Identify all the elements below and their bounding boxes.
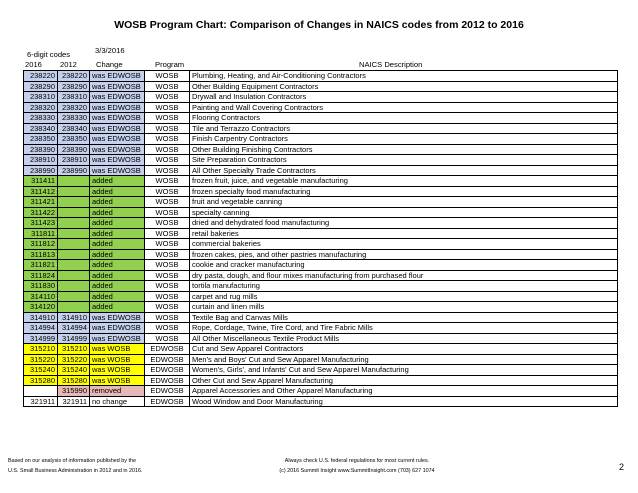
- code-2016-cell: 315280: [24, 375, 58, 386]
- table-row: [24, 92, 618, 103]
- page-number: 2: [618, 462, 624, 472]
- table-row: [24, 260, 618, 271]
- change-cell: added: [90, 239, 145, 250]
- change-cell: was WOSB: [90, 365, 145, 376]
- code-2016-cell: 238910: [24, 155, 58, 166]
- description-cell: All Other Miscellaneous Textile Product Mills: [190, 333, 618, 344]
- change-cell: was EDWOSB: [90, 134, 145, 145]
- program-cell: WOSB: [145, 123, 190, 134]
- change-cell: was WOSB: [90, 354, 145, 365]
- code-2012-cell: 238340: [58, 123, 90, 134]
- code-2012-cell: 315990: [58, 386, 90, 397]
- code-2012-cell: [58, 249, 90, 260]
- description-cell: retail bakeries: [190, 228, 618, 239]
- table-row: [24, 113, 618, 124]
- change-cell: was EDWOSB: [90, 165, 145, 176]
- change-cell: added: [90, 176, 145, 187]
- description-cell: Plumbing, Heating, and Air-Conditioning Contractors: [190, 71, 618, 82]
- description-cell: frozen specialty food manufacturing: [190, 186, 618, 197]
- naics-sheet: [23, 43, 618, 407]
- code-2012-cell: 238990: [58, 165, 90, 176]
- change-cell: added: [90, 197, 145, 208]
- code-2012-cell: 315280: [58, 375, 90, 386]
- table-row: [24, 218, 618, 229]
- code-2016-cell: 238310: [24, 92, 58, 103]
- table-row: [24, 134, 618, 145]
- code-2016-cell: 311422: [24, 207, 58, 218]
- code-2012-cell: [58, 239, 90, 250]
- table-row: [24, 344, 618, 355]
- code-2016-cell: 315210: [24, 344, 58, 355]
- code-2016-cell: 311821: [24, 260, 58, 271]
- description-cell: curtain and linen mills: [190, 302, 618, 313]
- program-cell: WOSB: [145, 176, 190, 187]
- code-2012-cell: 238220: [58, 71, 90, 82]
- description-cell: cookie and cracker manufacturing: [190, 260, 618, 271]
- code-2012-cell: 238350: [58, 134, 90, 145]
- footer-left-line1: Based on our analysis of information published by the: [8, 458, 136, 464]
- footer-left-line2: U.S. Small Business Administration in 2012 and in 2016.: [8, 468, 143, 474]
- description-cell: dry pasta, dough, and flour mixes manufacturing from purchased flour: [190, 270, 618, 281]
- code-2016-cell: 314999: [24, 333, 58, 344]
- code-2012-cell: [58, 176, 90, 187]
- col-change-header: Change: [96, 60, 123, 69]
- program-cell: WOSB: [145, 71, 190, 82]
- change-cell: was EDWOSB: [90, 312, 145, 323]
- description-cell: frozen fruit, juice, and vegetable manufacturing: [190, 176, 618, 187]
- program-cell: WOSB: [145, 249, 190, 260]
- change-cell: was EDWOSB: [90, 92, 145, 103]
- code-2012-cell: 238330: [58, 113, 90, 124]
- code-2012-cell: [58, 260, 90, 271]
- description-cell: Rope, Cordage, Twine, Tire Cord, and Tire Fabric Mills: [190, 323, 618, 334]
- code-2016-cell: 311423: [24, 218, 58, 229]
- footer-right: [232, 456, 482, 476]
- description-cell: Finish Carpentry Contractors: [190, 134, 618, 145]
- code-2012-cell: 238310: [58, 92, 90, 103]
- program-cell: WOSB: [145, 197, 190, 208]
- code-2016-cell: 238320: [24, 102, 58, 113]
- footer-right-line1: Always check U.S. federal regulations for most current rules.: [284, 458, 430, 464]
- change-cell: added: [90, 218, 145, 229]
- code-2012-cell: 238910: [58, 155, 90, 166]
- code-2012-cell: 314994: [58, 323, 90, 334]
- program-cell: WOSB: [145, 92, 190, 103]
- description-cell: carpet and rug mills: [190, 291, 618, 302]
- change-cell: was EDWOSB: [90, 144, 145, 155]
- description-cell: fruit and vegetable canning: [190, 197, 618, 208]
- table-row: [24, 165, 618, 176]
- change-cell: added: [90, 302, 145, 313]
- change-cell: added: [90, 281, 145, 292]
- description-cell: Women's, Girls', and Infants' Cut and Sew Apparel Manufacturing: [190, 365, 618, 376]
- program-cell: WOSB: [145, 144, 190, 155]
- description-cell: Flooring Contractors: [190, 113, 618, 124]
- table-row: [24, 270, 618, 281]
- col-2012-header: 2012: [60, 60, 77, 69]
- table-row: [24, 144, 618, 155]
- program-cell: WOSB: [145, 323, 190, 334]
- program-cell: WOSB: [145, 102, 190, 113]
- description-cell: Other Cut and Sew Apparel Manufacturing: [190, 375, 618, 386]
- program-cell: EDWOSB: [145, 365, 190, 376]
- change-cell: was EDWOSB: [90, 155, 145, 166]
- table-row: [24, 323, 618, 334]
- code-2012-cell: [58, 281, 90, 292]
- change-cell: was WOSB: [90, 375, 145, 386]
- table-row: [24, 207, 618, 218]
- code-2016-cell: 315240: [24, 365, 58, 376]
- description-cell: Site Preparation Contractors: [190, 155, 618, 166]
- code-2016-cell: 321911: [24, 396, 58, 407]
- code-2016-cell: 238390: [24, 144, 58, 155]
- footer-right-line2: (c) 2016 Summit Insight www.SummitInsight.com (703) 627 1074: [279, 468, 435, 474]
- code-2012-cell: [58, 270, 90, 281]
- program-cell: EDWOSB: [145, 375, 190, 386]
- table-row: [24, 176, 618, 187]
- code-2012-cell: [58, 218, 90, 229]
- description-cell: dried and dehydrated food manufacturing: [190, 218, 618, 229]
- table-row: [24, 102, 618, 113]
- program-cell: WOSB: [145, 270, 190, 281]
- code-2012-cell: 238290: [58, 81, 90, 92]
- change-cell: was EDWOSB: [90, 102, 145, 113]
- change-cell: removed: [90, 386, 145, 397]
- naics-table: [23, 70, 618, 407]
- description-cell: commercial bakeries: [190, 239, 618, 250]
- table-row: [24, 239, 618, 250]
- table-row: [24, 71, 618, 82]
- table-row: [24, 123, 618, 134]
- code-2012-cell: [58, 186, 90, 197]
- code-2012-cell: 314999: [58, 333, 90, 344]
- program-cell: EDWOSB: [145, 396, 190, 407]
- codes-label: 6-digit codes: [27, 50, 71, 59]
- description-cell: All Other Specialty Trade Contractors: [190, 165, 618, 176]
- code-2016-cell: 311412: [24, 186, 58, 197]
- program-cell: WOSB: [145, 239, 190, 250]
- change-cell: added: [90, 260, 145, 271]
- date-label: 3/3/2016: [95, 46, 125, 55]
- change-cell: was EDWOSB: [90, 113, 145, 124]
- program-cell: WOSB: [145, 228, 190, 239]
- description-cell: Tile and Terrazzo Contractors: [190, 123, 618, 134]
- table-row: [24, 386, 618, 397]
- code-2012-cell: [58, 291, 90, 302]
- code-2012-cell: 238320: [58, 102, 90, 113]
- table-row: [24, 333, 618, 344]
- table-row: [24, 302, 618, 313]
- description-cell: Wood Window and Door Manufacturing: [190, 396, 618, 407]
- program-cell: WOSB: [145, 218, 190, 229]
- change-cell: was EDWOSB: [90, 323, 145, 334]
- code-2016-cell: 238350: [24, 134, 58, 145]
- code-2016-cell: 315220: [24, 354, 58, 365]
- code-2016-cell: 311421: [24, 197, 58, 208]
- change-cell: was EDWOSB: [90, 81, 145, 92]
- program-cell: WOSB: [145, 333, 190, 344]
- change-cell: was EDWOSB: [90, 71, 145, 82]
- table-row: [24, 291, 618, 302]
- code-2012-cell: 315220: [58, 354, 90, 365]
- program-cell: WOSB: [145, 302, 190, 313]
- change-cell: added: [90, 207, 145, 218]
- table-row: [24, 396, 618, 407]
- change-cell: was EDWOSB: [90, 333, 145, 344]
- description-cell: specialty canning: [190, 207, 618, 218]
- program-cell: WOSB: [145, 134, 190, 145]
- code-2016-cell: 314120: [24, 302, 58, 313]
- description-cell: Textile Bag and Canvas Mills: [190, 312, 618, 323]
- change-cell: was WOSB: [90, 344, 145, 355]
- footer-left: [8, 456, 143, 476]
- description-cell: Apparel Accessories and Other Apparel Manufacturing: [190, 386, 618, 397]
- code-2016-cell: 311811: [24, 228, 58, 239]
- code-2012-cell: [58, 197, 90, 208]
- program-cell: WOSB: [145, 81, 190, 92]
- table-row: [24, 197, 618, 208]
- code-2012-cell: 238390: [58, 144, 90, 155]
- table-row: [24, 354, 618, 365]
- change-cell: no change: [90, 396, 145, 407]
- code-2012-cell: [58, 228, 90, 239]
- program-cell: WOSB: [145, 155, 190, 166]
- description-cell: Men's and Boys' Cut and Sew Apparel Manufacturing: [190, 354, 618, 365]
- table-row: [24, 81, 618, 92]
- change-cell: added: [90, 186, 145, 197]
- program-cell: WOSB: [145, 281, 190, 292]
- table-row: [24, 312, 618, 323]
- program-cell: EDWOSB: [145, 386, 190, 397]
- description-cell: Other Building Finishing Contractors: [190, 144, 618, 155]
- description-cell: Painting and Wall Covering Contractors: [190, 102, 618, 113]
- code-2016-cell: 238330: [24, 113, 58, 124]
- description-cell: tortila manufacturing: [190, 281, 618, 292]
- description-cell: Cut and Sew Apparel Contractors: [190, 344, 618, 355]
- change-cell: added: [90, 228, 145, 239]
- program-cell: WOSB: [145, 113, 190, 124]
- table-row: [24, 228, 618, 239]
- col-desc-header: NAICS Description: [359, 60, 423, 69]
- code-2016-cell: 314110: [24, 291, 58, 302]
- code-2012-cell: 321911: [58, 396, 90, 407]
- code-2012-cell: 315210: [58, 344, 90, 355]
- table-row: [24, 365, 618, 376]
- code-2012-cell: 314910: [58, 312, 90, 323]
- code-2016-cell: 311812: [24, 239, 58, 250]
- program-cell: EDWOSB: [145, 344, 190, 355]
- program-cell: WOSB: [145, 207, 190, 218]
- change-cell: added: [90, 270, 145, 281]
- code-2016-cell: 238990: [24, 165, 58, 176]
- code-2016-cell: 311830: [24, 281, 58, 292]
- code-2016-cell: 311824: [24, 270, 58, 281]
- program-cell: EDWOSB: [145, 354, 190, 365]
- code-2016-cell: 238220: [24, 71, 58, 82]
- program-cell: WOSB: [145, 260, 190, 271]
- code-2012-cell: [58, 207, 90, 218]
- code-2012-cell: 315240: [58, 365, 90, 376]
- table-row: [24, 186, 618, 197]
- table-header: [23, 43, 618, 70]
- program-cell: WOSB: [145, 312, 190, 323]
- program-cell: WOSB: [145, 186, 190, 197]
- chart-title: WOSB Program Chart: Comparison of Changes in NAICS codes from 2012 to 2016: [114, 19, 524, 31]
- change-cell: was EDWOSB: [90, 123, 145, 134]
- col-program-header: Program: [155, 60, 185, 69]
- code-2016-cell: 314910: [24, 312, 58, 323]
- code-2016-cell: 314994: [24, 323, 58, 334]
- description-cell: Drywall and Insulation Contractors: [190, 92, 618, 103]
- program-cell: WOSB: [145, 291, 190, 302]
- table-row: [24, 155, 618, 166]
- description-cell: Other Building Equipment Contractors: [190, 81, 618, 92]
- change-cell: added: [90, 291, 145, 302]
- code-2016-cell: 238340: [24, 123, 58, 134]
- code-2016-cell: 238290: [24, 81, 58, 92]
- code-2016-cell: 311813: [24, 249, 58, 260]
- table-row: [24, 281, 618, 292]
- program-cell: WOSB: [145, 165, 190, 176]
- code-2012-cell: [58, 302, 90, 313]
- description-cell: frozen cakes, pies, and other pastries manufacturing: [190, 249, 618, 260]
- change-cell: added: [90, 249, 145, 260]
- code-2016-cell: 311411: [24, 176, 58, 187]
- code-2016-cell: [24, 386, 58, 397]
- table-row: [24, 375, 618, 386]
- table-row: [24, 249, 618, 260]
- col-2016-header: 2016: [25, 60, 42, 69]
